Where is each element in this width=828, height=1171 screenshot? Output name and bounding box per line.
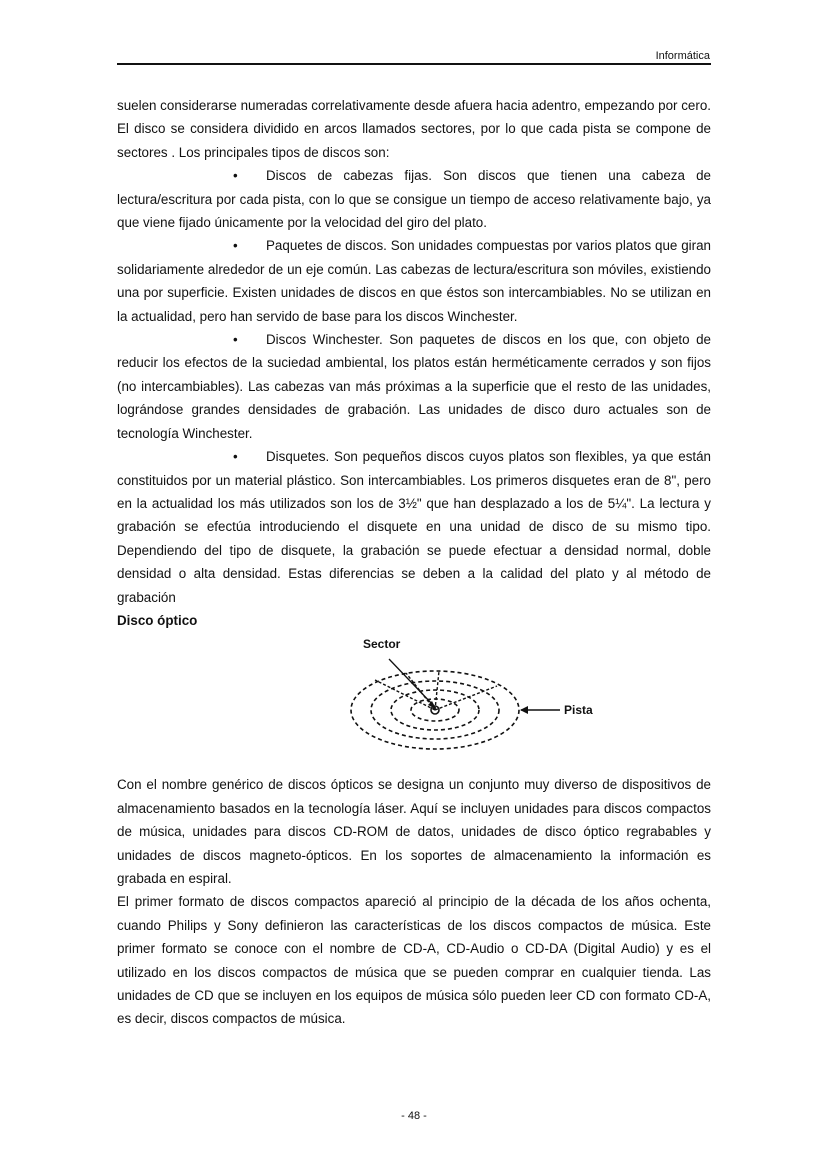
sector-line [435, 686, 497, 710]
pista-pointer-arrow [520, 706, 528, 714]
bullet-icon: • [233, 168, 238, 184]
disk-diagram-figure [117, 636, 711, 773]
list-item [117, 328, 711, 445]
paragraph-intro: suelen considerarse numeradas correlativamente desde afuera hacia adentro, empezando por cero. El disco se considera dividido en arcos llamados sectores, por lo que cada pista se compone de sectores . Los principales tipos de discos son: [117, 98, 712, 160]
list-item-text: Discos de cabezas fijas. Son discos que tienen una cabeza de lectura/escritura por cada pista, con lo que se consigue un tiempo de acceso relativamente bajo, ya que viene fijado únicamente por la velocidad del giro del plato. [117, 168, 711, 231]
pista-label: Pista [564, 703, 593, 718]
list-item-text: Discos Winchester. Son paquetes de discos en los que, con objeto de reducir los efectos de la suciedad ambiental, los platos están herméticamente cerrados y son fijos (no intercambiables). Las cabezas van más próximas a la superficie que el resto de las unidades, lográndose grandes densidades de grabación. Las unidades de disco duro actuales son de tecnología Winchester. [117, 332, 711, 441]
list-item-text: Disquetes. Son pequeños discos cuyos platos son flexibles, ya que están constituidos por un material plástico. Son intercambiables. Los primeros disquetes eran de 8", pero en la actualidad los más utilizados son los de 3½" que han desplazado a los de 5¼". La lectura y grabación se efectúa introduciendo el disquete en una unidad de disco de su mismo tipo. Dependiendo del tipo de disquete, la grabación se puede efectuar a densidad normal, doble densidad o alta densidad. Estas diferencias se deben a la calidad del plato y al método de grabación [117, 449, 711, 605]
list-item [117, 234, 711, 328]
bullet-icon: • [233, 332, 238, 348]
section-heading: Disco óptico [117, 612, 198, 628]
disk-diagram [117, 636, 711, 773]
sector-label: Sector [363, 637, 401, 652]
header-rule [117, 63, 711, 65]
list-item-text: Paquetes de discos. Son unidades compuestas por varios platos que giran solidariamente alrededor de un eje común. Las cabezas de lectura/escritura son móviles, existiendo una por superficie. Existen unidades de discos en que éstos son intercambiables. No se utilizan en la actualidad, pero han servido de base para los discos Winchester. [117, 238, 711, 324]
bullet-icon: • [233, 238, 238, 254]
bullet-icon: • [233, 449, 238, 465]
page-number: - 48 - [401, 1110, 427, 1122]
list-item [117, 164, 711, 234]
paragraph-optical-discs: Con el nombre genérico de discos ópticos se designa un conjunto muy diverso de dispositivos de almacenamiento basados en la tecnología láser. Aquí se incluyen unidades para discos compactos de música, unidades para discos CD-ROM de datos, unidades de disco óptico regrabables y unidades de discos magneto-ópticos. En los soportes de almacenamiento la información es grabada en espiral. [117, 777, 711, 886]
page-content [117, 94, 711, 1031]
list-item [117, 445, 711, 609]
header-title: Informática [655, 50, 710, 62]
paragraph-cd-format: El primer formato de discos compactos apareció al principio de la década de los años ochenta, cuando Philips y Sony definieron las características de los discos compactos de música. Este primer formato se conoce con el nombre de CD-A, CD-Audio o CD-DA (Digital Audio) y es el utilizado en los discos compactos de música que se pueden comprar en cualquier tienda. Las unidades de CD que se incluyen en los equipos de música sólo pueden leer CD con formato CD-A, es decir, discos compactos de música. [117, 894, 711, 1027]
